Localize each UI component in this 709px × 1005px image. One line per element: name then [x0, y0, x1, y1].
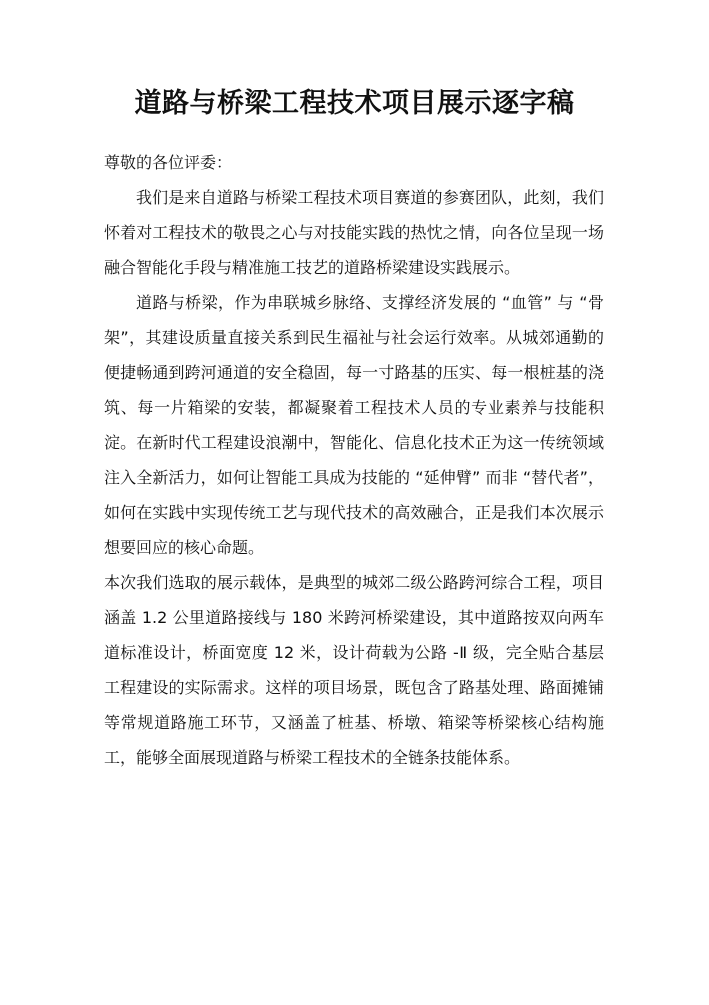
- document-title: 道路与桥梁工程技术项目展示逐字稿: [134, 88, 575, 119]
- paragraph-intro: 我们是来自道路与桥梁工程技术项目赛道的参赛团队，此刻，我们怀着对工程技术的敬畏之心与对技能实践的热忱之情，向各位呈现一场融合智能化手段与精准施工技艺的道路桥梁建设实践展示。: [104, 188, 604, 277]
- paragraph-background: 道路与桥梁，作为串联城乡脉络、支撑经济发展的 “血管” 与 “骨架”，其建设质量直接关系到民生福祉与社会运行效率。从城郊通勤的便捷畅通到跨河通道的安全稳固，每一寸路基的压实、每一根桩基的浇筑、每一片箱梁的安装，都凝聚着工程技术人员的专业素养与技能积淀。在新时代工程建设浪潮中，智能化、信息化技术正为这一传统领域注入全新活力，如何让智能工具成为技能的 “延伸臂” 而非 “替代者”，如何在实践中实现传统工艺与现代技术的高效融合，正是我们本次展示想要回应的核心命题。: [104, 293, 604, 557]
- paragraph-project: 本次我们选取的展示载体，是典型的城郊二级公路跨河综合工程，项目涵盖 1.2 公里道路接线与 180 米跨河桥梁建设，其中道路按双向两车道标准设计，桥面宽度 12 米，设计荷载为公路 -Ⅱ 级，完全贴合基层工程建设的实际需求。这样的项目场景，既包含了路基处理、路面摊铺等常规道路施工环节，又涵盖了桩基、桥墩、箱梁等桥梁核心结构施工，能够全面展现道路与桥梁工程技术的全链条技能体系。: [104, 573, 604, 767]
- salutation: 尊敬的各位评委：: [104, 153, 233, 172]
- document-body: [104, 145, 604, 775]
